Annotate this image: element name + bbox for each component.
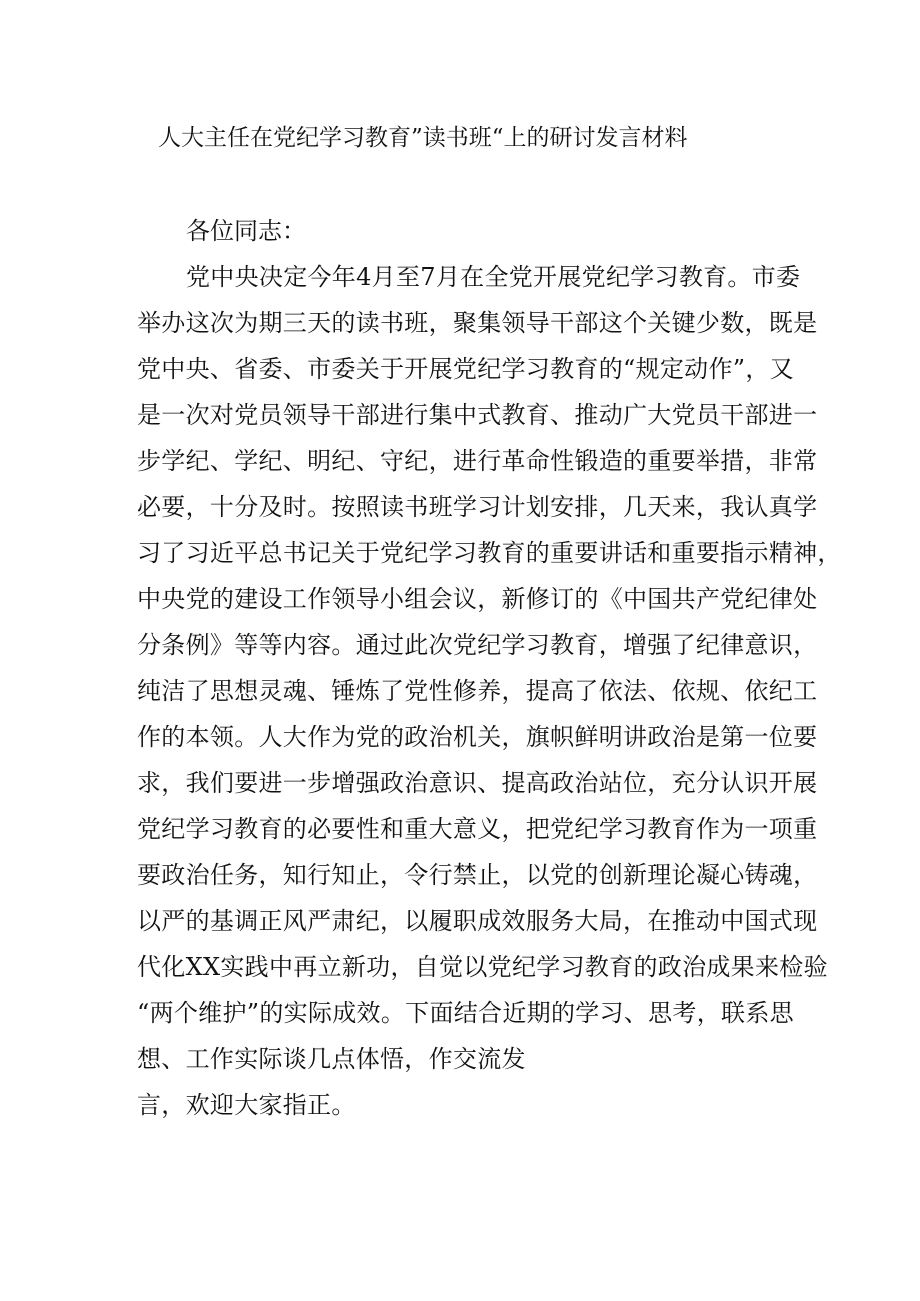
body-line: 言，欢迎大家指正。 [137,1091,356,1119]
body-line: 步学纪、学纪、明纪、守纪，进行革命性锻造的重要举措，非常 [137,447,818,475]
body-line: 习了习近平总书记关于党纪学习教育的重要讲话和重要指示精神， [137,539,842,567]
body-line: 想、工作实际谈几点体悟，作交流发 [137,1045,526,1073]
body-line: “两个维护”的实际成效。下面结合近期的学习、思考，联系思 [137,999,794,1027]
body-line: 举办这次为期三天的读书班，聚集领导干部这个关键少数，既是 [137,309,818,337]
salutation: 各位同志： [186,217,306,245]
body-line: 党纪学习教育的必要性和重大意义，把党纪学习教育作为一项重 [137,815,818,843]
body-line: 党中央决定今年4月至7月在全党开展党纪学习教育。市委 [186,263,801,291]
body-line: 以严的基调正风严肃纪，以履职成效服务大局，在推动中国式现 [137,907,818,935]
document-title: 人大主任在党纪学习教育”读书班“上的研讨发言材料 [158,125,688,151]
body-line: 要政治任务，知行知止，令行禁止，以党的创新理论凝心铸魂， [137,861,818,889]
body-line: 是一次对党员领导干部进行集中式教育、推动广大党员干部进一 [137,401,818,429]
body-line: 代化XX实践中再立新功，自觉以党纪学习教育的政治成果来检验 [137,953,828,981]
body-line: 党中央、省委、市委关于开展党纪学习教育的“规定动作”，又 [137,355,794,383]
body-line: 分条例》等等内容。通过此次党纪学习教育，增强了纪律意识， [137,631,818,659]
body-line: 求，我们要进一步增强政治意识、提高政治站位，充分认识开展 [137,769,818,797]
body-line: 作的本领。人大作为党的政治机关，旗帜鲜明讲政治是第一位要 [137,723,818,751]
body-line: 必要，十分及时。按照读书班学习计划安排，几天来，我认真学 [137,493,818,521]
body-line: 纯洁了思想灵魂、锤炼了党性修养，提高了依法、依规、依纪工 [137,677,818,705]
body-line: 中央党的建设工作领导小组会议，新修订的《中国共产党纪律处 [137,585,818,613]
